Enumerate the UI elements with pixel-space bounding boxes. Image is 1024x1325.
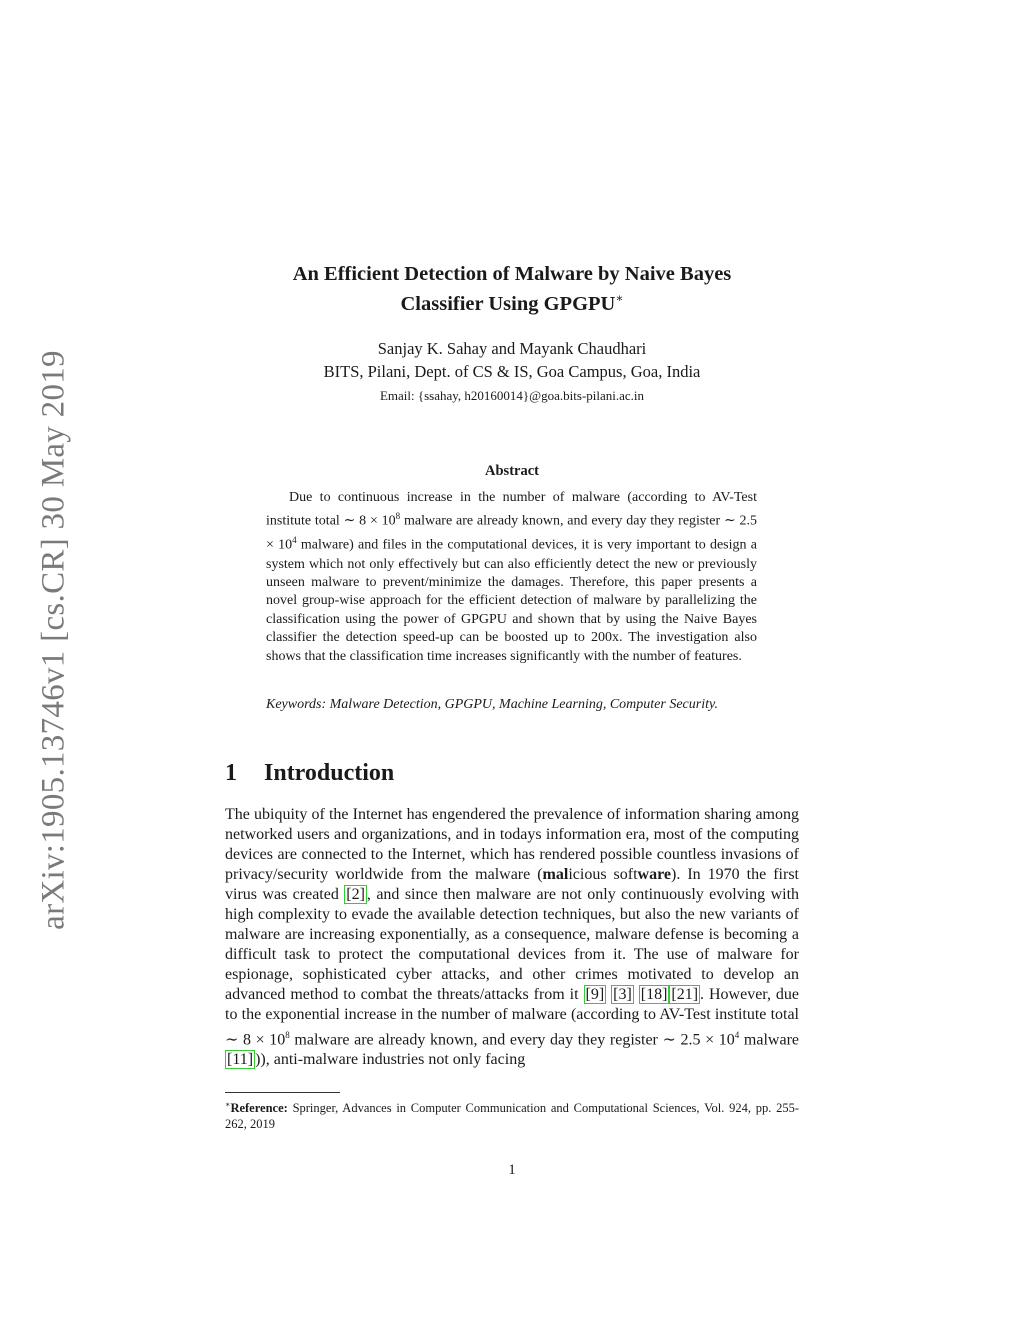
citation-link[interactable]: [2]	[346, 886, 365, 903]
introduction-paragraph: The ubiquity of the Internet has engendered the prevalence of information sharing among networked users and organizations, and in todays information era, most of the computing devices are connected to the Internet, which has rendered possible countless invasions of privacy/security worldwide from the malware (malicious software). In 1970 the first virus was created [2] , and since then malware are not only continuously evolving with high complexity to evade the available detection techniques, but also the new variants of malware are increasing exponentially, as a consequence, malware defense is becoming a difficult task to protect the computational devices from it. The use of malware for espionage, sophisticated cyber attacks, and other crimes motivated to develop an advanced method to combat the threats/attacks from it [9] [3] [18] [21] . However, due to the exponential increase in the number of malware (according to AV-Test institute total ∼ $8 \times 10^8$ malware are already known, and every day they register ∼ $2.5 \times 10^4$ malware [11] )), anti-malware industries not only facing	[225, 806, 800, 1069]
citation-link[interactable]: [3]	[613, 986, 632, 1003]
title-line-2: Classifier Using GPGPU	[400, 292, 616, 315]
keywords: Keywords: Malware Detection, GPGPU, Machine Learning, Computer Security.	[266, 697, 718, 712]
section-heading	[225, 760, 394, 787]
footnote: ∗Reference: Springer, Advances in Computer Communication and Computational Sciences, Vol. 924, pp. 255-262, 2019	[225, 1100, 799, 1132]
email: Email: {ssahay, h20160014}@goa.bits-pilani.ac.in	[379, 388, 645, 403]
section-title: Introduction	[264, 760, 395, 786]
authors: Sanjay K. Sahay and Mayank Chaudhari	[377, 339, 647, 358]
title-line-1: An Efficient Detection of Malware by Naive Bayes	[292, 263, 732, 285]
paper-title	[200, 262, 824, 316]
citation-link[interactable]: [11]	[227, 1051, 254, 1069]
citation-link[interactable]: [9]	[585, 986, 605, 1003]
affiliation: BITS, Pilani, Dept. of CS & IS, Goa Campus, Goa, India	[323, 362, 701, 381]
abstract-text: Due to continuous increase in the number of malware (according to AV-Test institute total ∼ $8 \times 10^8$ malware are already known, and every day they register ∼ $2.5 \times 10^4$ malware) and files in the computational devices, it is very important to design a system which not only effectively but can also efficiently detect the new or previously unseen malware to prevent/minimize the damages. Therefore, this paper presents a novel group-wise approach for the efficient detection of malware by parallelizing the classification using the power of GPGPU and shown that by using the Naive Bayes classifier the detection speed-up can be boosted up to 200x. The investigation also shows that the classification time increases significantly with the number of features.	[266, 490, 757, 664]
citation-link[interactable]: [21]	[671, 986, 699, 1003]
title-footnote-mark: ∗	[615, 291, 624, 305]
section-number: 1	[225, 760, 237, 786]
footnote-rule	[225, 1092, 340, 1093]
page-number: 1	[508, 1162, 516, 1178]
citation-link[interactable]: [18]	[640, 986, 668, 1003]
abstract-heading: Abstract	[485, 463, 539, 479]
